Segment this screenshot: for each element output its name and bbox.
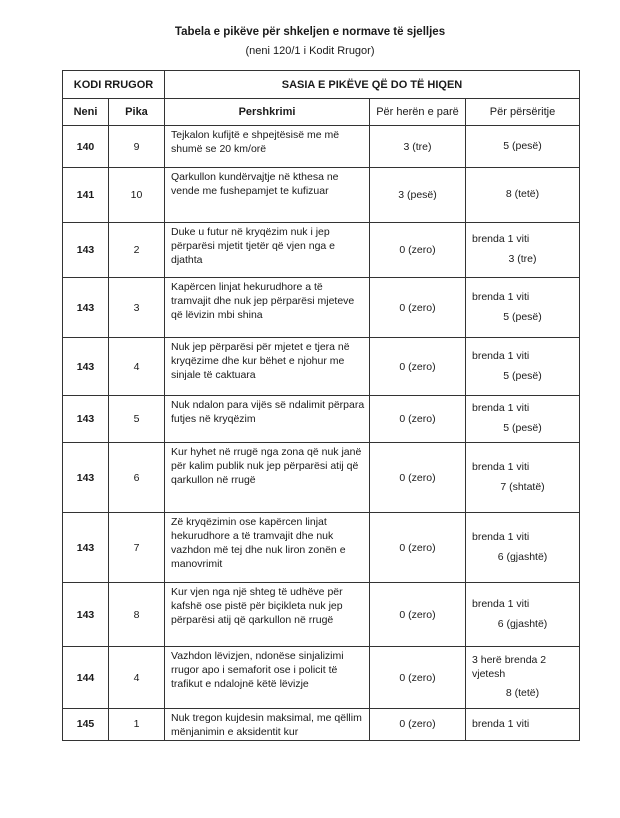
repeat-condition: brenda 1 viti [472,349,530,362]
repeat-points: 7 (shtatë) [500,480,545,493]
group-header-kodi-rrugor: KODI RRUGOR [63,71,165,99]
repeat-points: 8 (tetë) [505,188,540,201]
cell-description: Kur vjen nga një shteg të udhëve për kafshë ose pistë për biçikleta nuk jep përparësi atij që qarkullon në rrugë [165,583,370,647]
cell-repeat [466,338,580,396]
repeat-points: 6 (gjashtë) [497,550,548,563]
cell-neni: 143 [63,278,109,338]
table-row [63,278,580,338]
cell-first-time: 0 (zero) [370,443,466,513]
cell-pika: 4 [109,338,165,396]
cell-neni: 143 [63,338,109,396]
repeat-points: 8 (tetë) [505,687,540,700]
cell-first-time: 3 (pesë) [370,168,466,223]
cell-neni: 143 [63,223,109,278]
table-row [63,709,580,741]
cell-first-time: 0 (zero) [370,583,466,647]
cell-first-time: 0 (zero) [370,709,466,741]
document-subtitle: (neni 120/1 i Kodit Rrugor) [245,45,375,57]
repeat-condition: brenda 1 viti [472,233,530,246]
column-header-pika: Pika [109,99,165,126]
repeat-points: 5 (pesë) [503,369,542,382]
table-row [63,126,580,168]
cell-description: Nuk tregon kujdesin maksimal, me qëllim mënjanimin e aksidentit kur [165,709,370,741]
repeat-condition: brenda 1 viti [472,530,530,543]
cell-description: Duke u futur në kryqëzim nuk i jep përparësi mjetit tjetër që vjen nga e djathta [165,223,370,278]
cell-repeat [466,709,580,741]
repeat-condition: brenda 1 viti [472,290,530,303]
cell-pika: 3 [109,278,165,338]
cell-neni: 143 [63,583,109,647]
cell-neni: 143 [63,396,109,443]
cell-description: Qarkullon kundërvajtje në kthesa ne vende me fushepamjet te kufizuar [165,168,370,223]
cell-description: Kapërcen linjat hekurudhore a të tramvajit dhe nuk jep përparësi mjeteve që lëvizin mbi shina [165,278,370,338]
points-table [62,70,580,741]
table-row [63,168,580,223]
repeat-condition: brenda 1 viti [472,597,530,610]
cell-first-time: 0 (zero) [370,513,466,583]
cell-first-time: 0 (zero) [370,338,466,396]
cell-first-time: 0 (zero) [370,278,466,338]
cell-repeat [466,583,580,647]
column-header-neni: Neni [63,99,109,126]
table-row [63,583,580,647]
cell-description: Nuk ndalon para vijës së ndalimit përpara futjes në kryqëzim [165,396,370,443]
cell-first-time: 3 (tre) [370,126,466,168]
cell-pika: 4 [109,647,165,709]
cell-pika: 6 [109,443,165,513]
cell-pika: 9 [109,126,165,168]
cell-repeat [466,396,580,443]
cell-description: Kur hyhet në rrugë nga zona që nuk janë për kalim publik nuk jep përparësi atij që qarkullon në rrugë [165,443,370,513]
cell-first-time: 0 (zero) [370,396,466,443]
repeat-condition: brenda 1 viti [472,717,530,730]
table-row [63,647,580,709]
cell-repeat [466,126,580,168]
cell-repeat [466,443,580,513]
table-row [63,396,580,443]
cell-first-time: 0 (zero) [370,223,466,278]
cell-repeat [466,223,580,278]
cell-repeat [466,278,580,338]
repeat-condition: 3 herë brenda 2 vjetesh [472,654,547,680]
cell-pika: 7 [109,513,165,583]
cell-repeat [466,647,580,709]
repeat-points: 6 (gjashtë) [497,617,548,630]
cell-repeat [466,513,580,583]
cell-neni: 141 [63,168,109,223]
table-row [63,338,580,396]
cell-description: Nuk jep përparësi për mjetet e tjera në kryqëzime dhe kur bëhet e njohur me sinjale të caktuara [165,338,370,396]
cell-repeat [466,168,580,223]
table-row [63,443,580,513]
cell-first-time: 0 (zero) [370,647,466,709]
cell-neni: 144 [63,647,109,709]
column-header-first: Për herën e parë [370,99,466,126]
cell-neni: 140 [63,126,109,168]
repeat-points: 5 (pesë) [503,139,542,152]
document-title: Tabela e pikëve për shkeljen e normave të sjelljes [174,26,446,38]
cell-description: Tejkalon kufijtë e shpejtësisë me më shumë se 20 km/orë [165,126,370,168]
repeat-condition: brenda 1 viti [472,460,530,473]
cell-neni: 145 [63,709,109,741]
cell-neni: 143 [63,443,109,513]
table-row [63,223,580,278]
repeat-points: 3 (tre) [508,253,537,265]
cell-neni: 143 [63,513,109,583]
repeat-points: 5 (pesë) [503,310,542,323]
column-header-repeat: Për përsëritje [466,99,580,126]
cell-pika: 8 [109,583,165,647]
cell-pika: 10 [109,168,165,223]
table-row [63,513,580,583]
repeat-condition: brenda 1 viti [472,402,530,415]
cell-description: Vazhdon lëvizjen, ndonëse sinjalizimi rrugor apo i semaforit ose i policit të trafikut e ndalojnë këtë lëvizje [165,647,370,709]
column-header-pershkrimi: Pershkrimi [165,99,370,126]
cell-pika: 1 [109,709,165,741]
cell-description: Zë kryqëzimin ose kapërcen linjat hekurudhore a të tramvajit dhe nuk vazhdon më tej dhe nuk liron zonën e manovrimit [165,513,370,583]
group-header-sasia: SASIA E PIKËVE QË DO TË HIQEN [165,71,580,99]
cell-pika: 2 [109,223,165,278]
repeat-points: 5 (pesë) [503,422,542,434]
cell-pika: 5 [109,396,165,443]
